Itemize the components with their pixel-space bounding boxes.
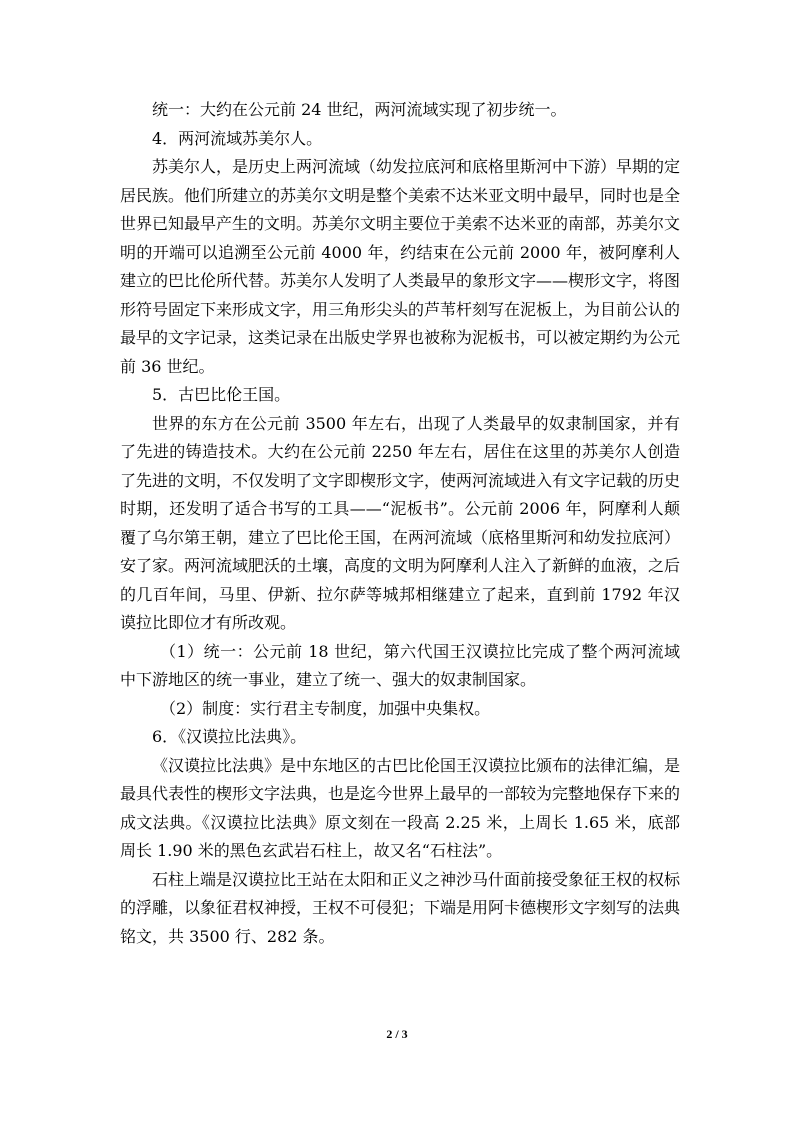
heading-hammurabi-code: 6．《汉谟拉比法典》。 — [152, 727, 307, 746]
paragraph-stele: 石柱上端是汉谟拉比王站在太阳和正义之神沙马什面前接受象征王权的权标的浮雕，以象征君权神授，王权不可侵犯；下端是用阿卡德楔形文字刻写的法典铭文，共 3500 行、282 条。 — [120, 869, 681, 946]
paragraph-system: （2）制度：实行君主专制度，加强中央集权。 — [160, 698, 491, 718]
paragraph-unification-summary: 统一：大约在公元前 24 世纪，两河流域实现了初步统一。 — [152, 100, 567, 119]
heading-old-babylon: 5．古巴比伦王国。 — [152, 385, 291, 404]
paragraph-hammurabi-code: 《汉谟拉比法典》是中东地区的古巴比伦国王汉谟拉比颁布的法律汇编，是最具代表性的楔形文字法典，也是迄今世界上最早的一部较为完整地保存下来的成文法典。《汉谟拉比法典》原文刻在一段高 2.25 米，上周长 1.65 米，底部周长 1.90 米的黑色玄武岩石柱上，故又名“石柱法”。 — [120, 755, 681, 860]
heading-sumerians: 4．两河流域苏美尔人。 — [152, 128, 323, 148]
paragraph-old-babylon: 世界的东方在公元前 3500 年左右，出现了人类最早的奴隶制国家，并有了先进的铸造技术。大约在公元前 2250 年左右，居住在这里的苏美尔人创造了先进的文明，不仅发明了文字即楔形文字，使两河流域进入有文字记载的历史时期，还发明了适合书写的工具——“泥板书”。公元前 2006 年，阿摩利人颠覆了乌尔第王朝，建立了巴比伦王国，在两河流域（底格里斯河和幼发拉底河）安了家。两河流域肥沃的土壤，高度的文明为阿摩利人注入了新鲜的血液，之后的几百年间，马里、伊新、拉尔萨等城邦相继建立了起来，直到前 1792 年汉谟拉比即位才有所改观。 — [120, 413, 681, 632]
paragraph-sumerians: 苏美尔人，是历史上两河流域（幼发拉底河和底格里斯河中下游）早期的定居民族。他们所建立的苏美尔文明是整个美索不达米亚文明中最早，同时也是全世界已知最早产生的文明。苏美尔文明主要位于美索不达米亚的南部，苏美尔文明的开端可以追溯至公元前 4000 年，约结束在公元前 2000 年，被阿摩利人建立的巴比伦所代替。苏美尔人发明了人类最早的象形文字——楔形文字，将图形符号固定下来形成文字，用三角形尖头的芦苇杆刻写在泥板上，为目前公认的最早的文字记录，这类记录在出版史学界也被称为泥板书，可以被定期约为公元前 36 世纪。 — [120, 157, 681, 376]
paragraph-unification: （1）统一：公元前 18 世纪，第六代国王汉谟拉比完成了整个两河流域中下游地区的统一事业，建立了统一、强大的奴隶制国家。 — [120, 641, 680, 689]
page-number: 2 / 3 — [386, 1027, 408, 1041]
document-body — [120, 96, 680, 951]
